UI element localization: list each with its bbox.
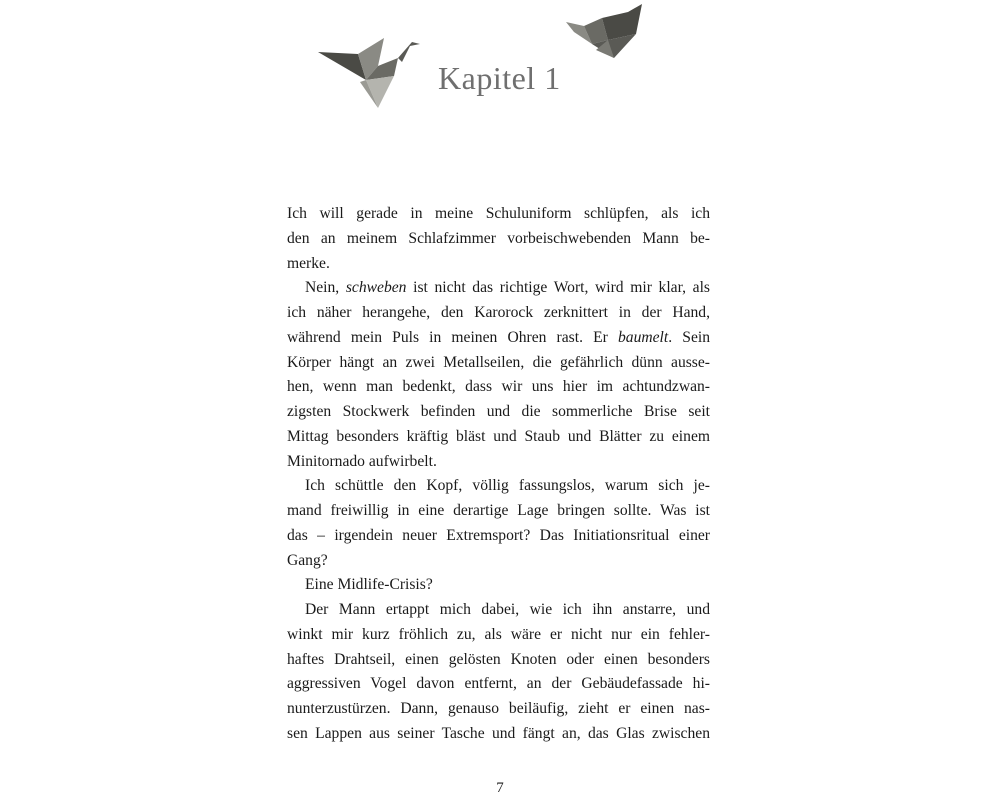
text-line: Gang? bbox=[287, 551, 328, 569]
text-line: Nein, schweben ist nicht das richtige Wort, wird mir klar, als bbox=[305, 279, 711, 297]
text-line: nunterzustürzen. Dann, genauso beiläufig, zieht er einen nas- bbox=[287, 700, 710, 717]
text-line: Ich schüttle den Kopf, völlig fassungslos, warum sich je- bbox=[305, 477, 710, 495]
text-line: Eine Midlife-Crisis? bbox=[305, 576, 433, 594]
text-line: das – irgendein neuer Extremsport? Das Initiationsritual einer bbox=[287, 526, 710, 544]
origami-crane-icon bbox=[566, 4, 646, 62]
text-line: winkt mir kurz fröhlich zu, als wäre er nicht nur ein fehler- bbox=[287, 625, 710, 643]
text-line: Ich will gerade in meine Schuluniform schlüpfen, als ich bbox=[287, 205, 710, 222]
text-line: Mittag besonders kräftig bläst und Staub und Blätter zu einem bbox=[287, 427, 710, 445]
text-line: Körper hängt an zwei Metallseilen, die gefährlich dünn ausse- bbox=[287, 353, 710, 371]
text-line: zigsten Stockwerk befinden und die sommerliche Brise seit bbox=[287, 403, 710, 420]
text-line: sen Lappen aus seiner Tasche und fängt an, das Glas zwischen bbox=[287, 724, 710, 742]
page-number: 7 bbox=[496, 780, 504, 796]
text-line: mand freiwillig in eine derartige Lage bringen sollte. Was ist bbox=[287, 502, 710, 519]
text-line: merke. bbox=[287, 254, 330, 272]
text-line: hen, wenn man bedenkt, dass wir uns hier im achtundzwan- bbox=[287, 378, 710, 396]
text-line: den an meinem Schlafzimmer vorbeischwebenden Mann be- bbox=[287, 229, 710, 247]
text-line: Minitornado aufwirbelt. bbox=[287, 452, 437, 470]
emphasis-text: schweben bbox=[345, 279, 407, 297]
text-line: haftes Drahtseil, einen gelösten Knoten oder einen besonders bbox=[287, 650, 710, 668]
text-line: aggressiven Vogel davon entfernt, an der Gebäudefassade hi- bbox=[287, 675, 710, 693]
emphasis-text: baumelt bbox=[617, 328, 669, 346]
body-text bbox=[287, 202, 710, 747]
chapter-title: Kapitel 1 bbox=[438, 60, 561, 96]
text-line: während mein Puls in meinen Ohren rast. Er baumelt. Sein bbox=[287, 328, 710, 346]
text-line: ich näher herangehe, den Karorock zerknittert in der Hand, bbox=[287, 304, 710, 321]
origami-crane-icon bbox=[318, 36, 422, 110]
text-line: Der Mann ertappt mich dabei, wie ich ihn anstarre, und bbox=[305, 601, 710, 618]
